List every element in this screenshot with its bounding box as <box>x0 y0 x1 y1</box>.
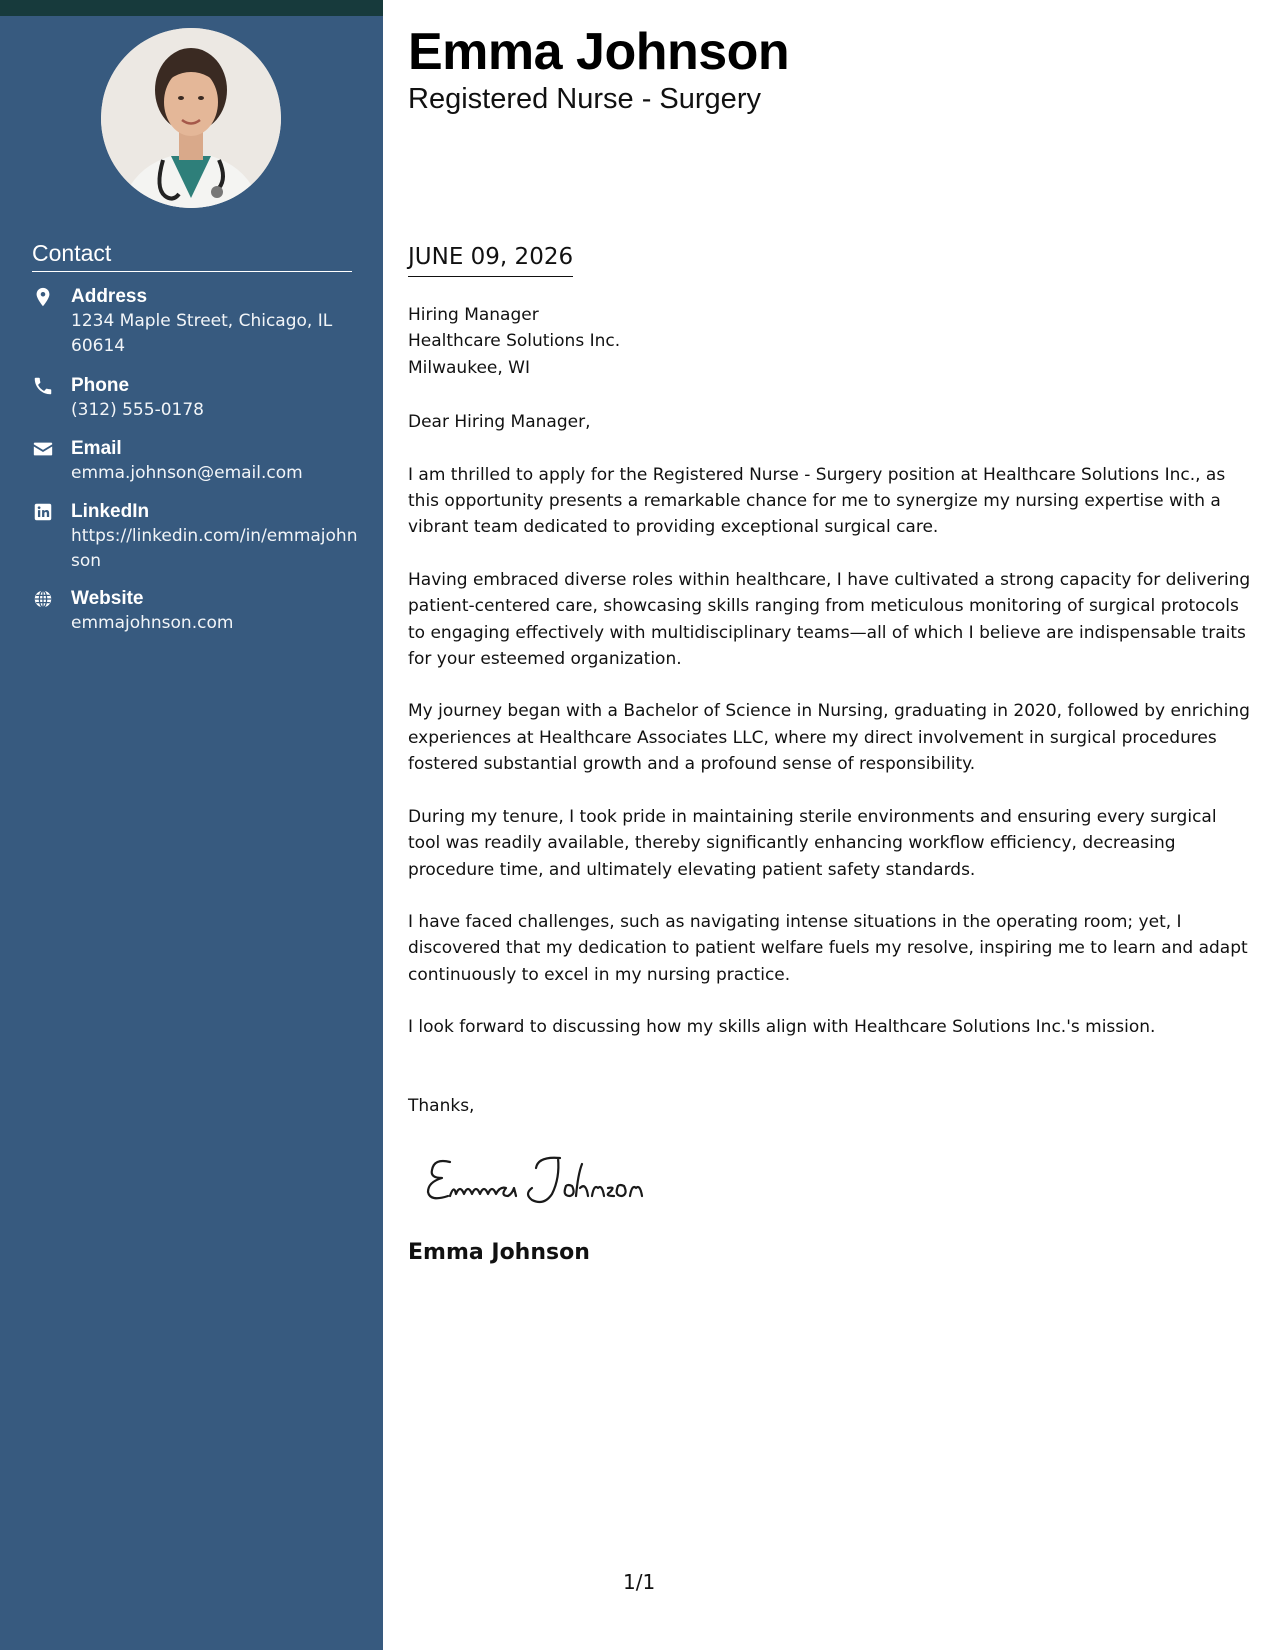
contact-value: emma.johnson@email.com <box>71 463 303 483</box>
recipient-line: Hiring Manager <box>408 305 539 325</box>
contact-heading: Contact <box>32 240 352 272</box>
recipient-line: Healthcare Solutions Inc. <box>408 331 621 352</box>
handwritten-signature <box>420 1148 670 1208</box>
envelope-icon <box>32 438 58 460</box>
contact-label: Phone <box>71 375 130 396</box>
closing: Thanks, <box>408 1096 475 1116</box>
recipient-block <box>408 302 1253 381</box>
profile-photo <box>101 28 281 208</box>
contact-value[interactable]: https://linkedin.com/in/emmajohnson <box>71 526 358 571</box>
paragraph: During my tenure, I took pride in maintaining sterile environments and ensuring every surgical tool was readily available, thereby significantly enhancing workflow efficiency, decreasing procedure time, and ultimately elevating patient safety standards. <box>408 806 1217 880</box>
contact-label: Website <box>71 588 144 609</box>
sidebar-top-bar <box>0 0 383 16</box>
signer-name: Emma Johnson <box>408 1240 590 1265</box>
contact-label: Address <box>71 286 148 307</box>
map-pin-icon <box>32 286 58 308</box>
sidebar <box>0 0 383 1650</box>
paragraph: I have faced challenges, such as navigating intense situations in the operating room; yet, I discovered that my dedication to patient welfare fuels my resolve, inspiring me to learn and adapt continuously to excel in my nursing practice. <box>408 911 1248 985</box>
phone-icon <box>32 375 58 397</box>
page-number: 1/1 <box>623 1570 656 1594</box>
linkedin-icon <box>32 501 58 523</box>
applicant-name: Emma Johnson <box>408 23 790 81</box>
paragraph: Having embraced diverse roles within healthcare, I have cultivated a strong capacity for delivering patient-centered care, showcasing skills ranging from meticulous monitoring of surgical protocols to engaging effectively with multidisciplinary teams—all of which I believe are indispensable traits for your esteemed organization. <box>408 569 1251 670</box>
letter-body <box>408 302 1253 1041</box>
paragraph: My journey began with a Bachelor of Science in Nursing, graduating in 2020, followed by enriching experiences at Healthcare Associates LLC, where my direct involvement in surgical procedures fostered substantial growth and a profound sense of responsibility. <box>408 701 1250 775</box>
contact-value[interactable]: emmajohnson.com <box>71 613 234 633</box>
contact-value: 1234 Maple Street, Chicago, IL 60614 <box>71 311 333 356</box>
globe-icon <box>32 588 58 610</box>
paragraph: I look forward to discussing how my skills align with Healthcare Solutions Inc.'s mission. <box>408 1017 1156 1038</box>
letter-date: JUNE 09, 2026 <box>408 244 573 277</box>
applicant-role: Registered Nurse - Surgery <box>408 83 761 115</box>
paragraph: I am thrilled to apply for the Registered Nurse - Surgery position at Healthcare Solutions Inc., as this opportunity presents a remarkable chance for me to synergize my nursing expertise with a vibrant team dedicated to providing exceptional surgical care. <box>408 464 1226 538</box>
contact-label: Email <box>71 438 122 459</box>
salutation: Dear Hiring Manager, <box>408 412 591 433</box>
recipient-line: Milwaukee, WI <box>408 357 530 378</box>
contact-value: (312) 555-0178 <box>71 400 204 420</box>
contact-label: LinkedIn <box>71 501 150 522</box>
